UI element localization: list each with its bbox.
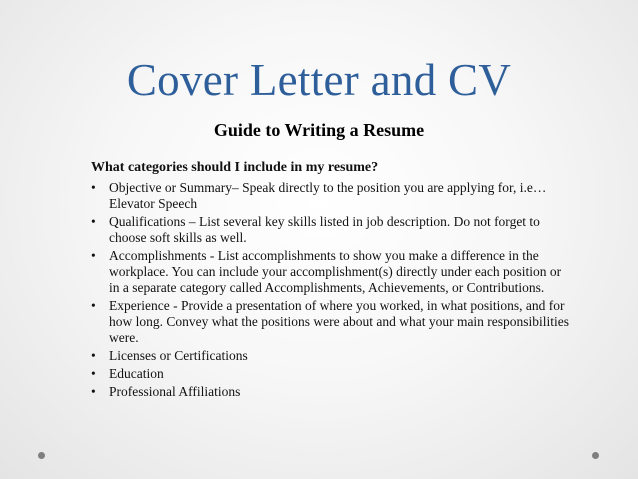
list-item [91,298,571,346]
list-item-text: Experience - Provide a presentation of where you worked, in what positions, and for how long. Convey what the positions were about and what your main responsibilities were. [109,298,570,345]
bullet-icon: • [91,348,96,363]
list-item-text: Professional Affiliations [109,384,241,399]
list-item-text: Accomplishments - List accomplishments to show you make a difference in the workplace. You can include your accomplishment(s) directly under each position or in a separate category called Accomplishments, Achievements, or Contributions. [109,248,562,295]
bullet-icon: • [91,214,96,229]
slide-title: Cover Letter and CV [126,55,512,105]
category-list [91,180,571,400]
bullet-icon: • [91,298,96,313]
list-item-text: Objective or Summary– Speak directly to the position you are applying for, i.e… Elevator Speech [109,180,547,211]
list-item-text: Education [109,366,164,381]
slide-subtitle: Guide to Writing a Resume [213,120,425,140]
list-item [91,248,571,296]
list-item-text: Licenses or Certifications [109,348,248,363]
list-item [91,214,571,246]
list-item [91,366,571,382]
slide-body [91,160,571,402]
list-item-text: Qualifications – List several key skills listed in job description. Do not forget to choose soft skills as well. [109,214,540,245]
decorative-dot-left [38,452,45,459]
list-item [91,348,571,364]
bullet-icon: • [91,366,96,381]
list-item [91,384,571,400]
list-item [91,180,571,212]
bullet-icon: • [91,248,96,263]
bullet-icon: • [91,384,96,399]
section-question: What categories should I include in my resume? [91,160,379,175]
decorative-dot-right [592,452,599,459]
bullet-icon: • [91,180,96,195]
